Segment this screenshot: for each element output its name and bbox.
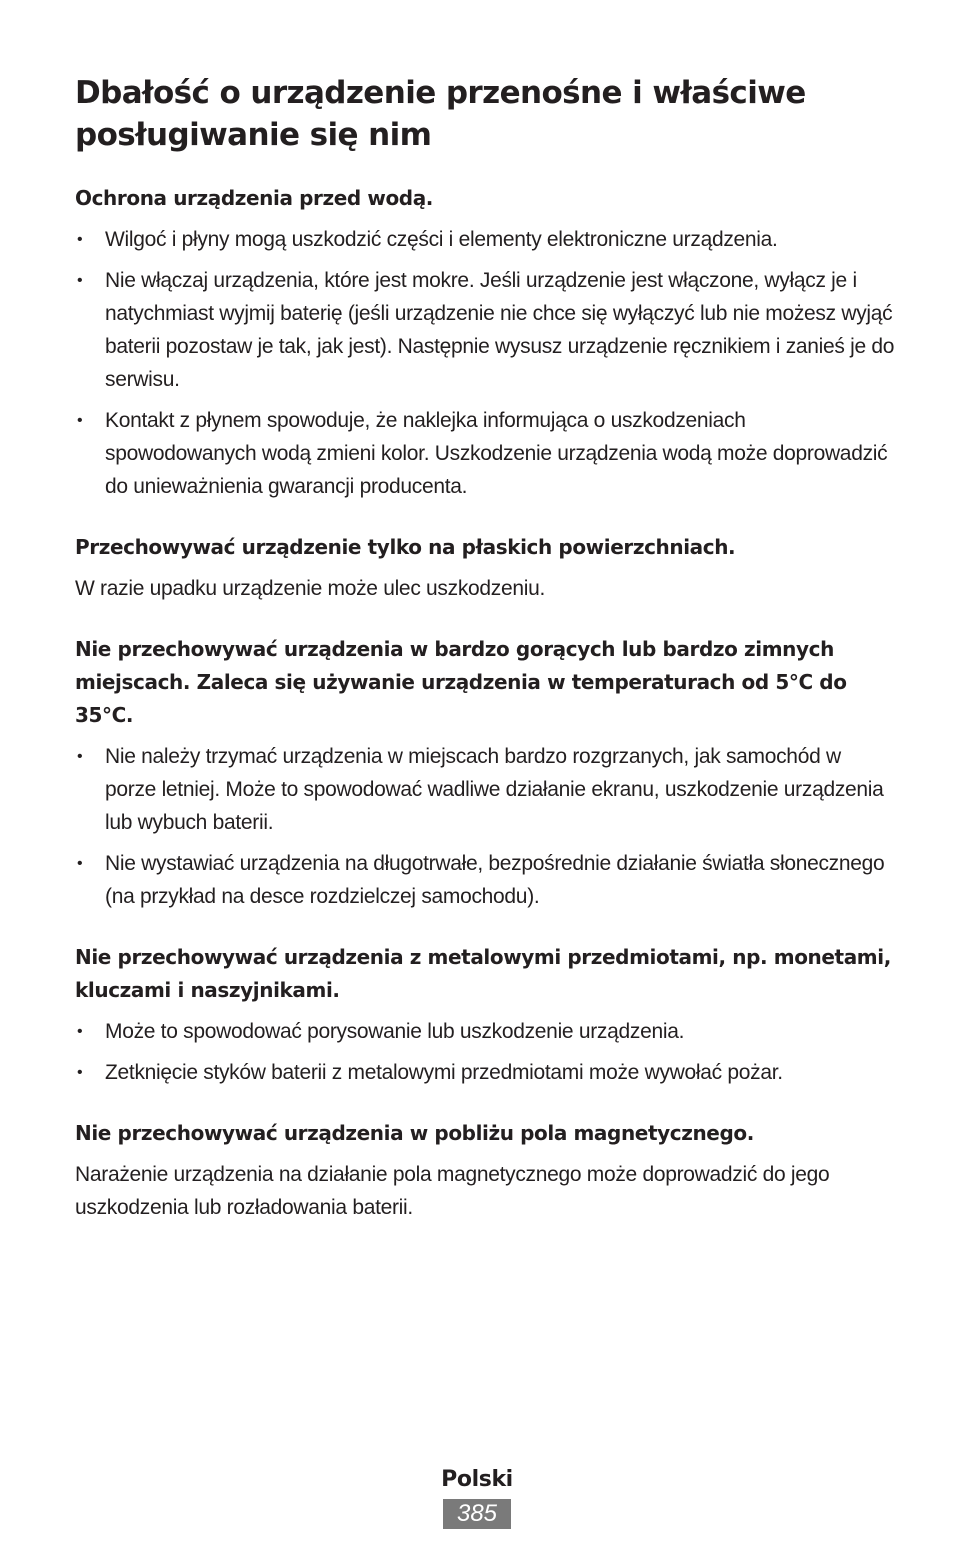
list-item: • Nie należy trzymać urządzenia w miejscach bardzo rozgrzanych, jak samochód w porze letniej. Może to spowodować wadliwe działanie ekranu, uszkodzenie urządzenia lub wybuch baterii. [75, 740, 895, 839]
bullet-icon: • [77, 748, 83, 765]
bullet-icon: • [77, 231, 83, 248]
bullet-list [75, 1015, 895, 1089]
bullet-icon: • [77, 272, 83, 289]
footer-language: Polski [441, 1467, 513, 1492]
section-metal-objects [75, 941, 895, 1089]
section-temperature [75, 633, 895, 913]
bullet-list [75, 223, 895, 503]
page-footer [0, 1463, 954, 1529]
section-flat-surfaces [75, 531, 895, 605]
document-page [75, 72, 895, 1224]
bullet-icon: • [77, 1064, 83, 1081]
list-item: • Zetknięcie styków baterii z metalowymi przedmiotami może wywołać pożar. [75, 1056, 895, 1089]
bullet-icon: • [77, 1023, 83, 1040]
section-paragraph: W razie upadku urządzenie może ulec uszkodzeniu. [75, 577, 546, 600]
page-title: Dbałość o urządzenie przenośne i właściwe posługiwanie się nim [75, 75, 806, 153]
section-heading: Nie przechowywać urządzenia w pobliżu pola magnetycznego. [75, 1121, 754, 1145]
section-paragraph: Narażenie urządzenia na działanie pola magnetycznego może doprowadzić do jego uszkodzenia lub rozładowania baterii. [75, 1163, 830, 1219]
list-item: • Nie włączaj urządzenia, które jest mokre. Jeśli urządzenie jest włączone, wyłącz je i natychmiast wyjmij baterię (jeśli urządzenie nie chce się wyłączyć lub nie możesz wyjąć baterii pozostaw je tak, jak jest). Następnie wysusz urządzenie ręcznikiem i zanieś je do serwisu. [75, 264, 895, 396]
list-item: • Wilgoć i płyny mogą uszkodzić części i elementy elektroniczne urządzenia. [75, 223, 895, 256]
page-number: 385 [443, 1499, 511, 1529]
bullet-list [75, 740, 895, 913]
section-magnetic-field [75, 1117, 895, 1224]
section-heading: Nie przechowywać urządzenia w bardzo gorących lub bardzo zimnych miejscach. Zaleca się używanie urządzenia w temperaturach od 5°C do 35°C. [75, 637, 847, 727]
section-heading: Nie przechowywać urządzenia z metalowymi przedmiotami, np. monetami, kluczami i naszyjnikami. [75, 945, 891, 1002]
section-water [75, 182, 895, 503]
list-item: • Może to spowodować porysowanie lub uszkodzenie urządzenia. [75, 1015, 895, 1048]
list-item: • Nie wystawiać urządzenia na długotrwałe, bezpośrednie działanie światła słonecznego (na przykład na desce rozdzielczej samochodu). [75, 847, 895, 913]
bullet-icon: • [77, 412, 83, 429]
list-item: • Kontakt z płynem spowoduje, że naklejka informująca o uszkodzeniach spowodowanych wodą zmieni kolor. Uszkodzenie urządzenia wodą może doprowadzić do unieważnienia gwarancji producenta. [75, 404, 895, 503]
section-heading: Ochrona urządzenia przed wodą. [75, 186, 434, 210]
section-heading: Przechowywać urządzenie tylko na płaskich powierzchniach. [75, 535, 736, 559]
bullet-icon: • [77, 855, 83, 872]
